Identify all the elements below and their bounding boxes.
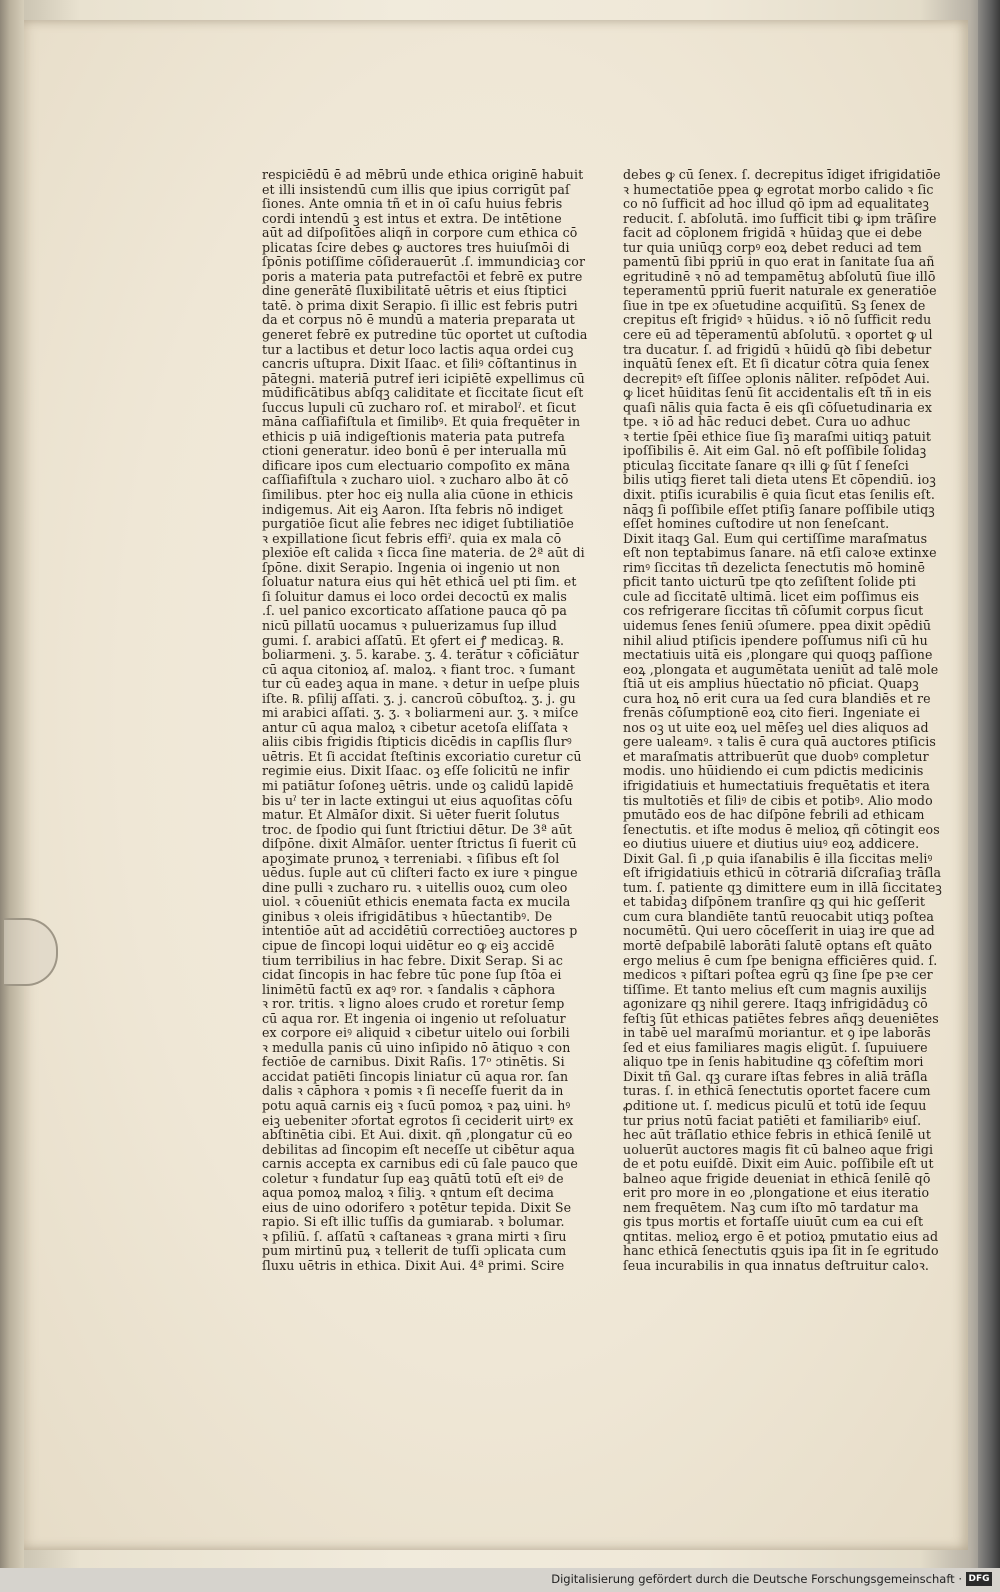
text-line: nihil aliud ptiſicis ipendere poſſumus niſi cū hu [623, 632, 928, 648]
text-line: nāqꝫ ſi poſſibile eſſet ptiſiꝫ ſanare poſſibile utiqꝫ [623, 501, 935, 517]
text-line: Dixit Gal. ſi ,p quia iſanabilis ē illa ſiccitas meliꝰ [623, 850, 933, 866]
text-line: eo diutius uiuere et diutius uiuꝰ eoꝝ addicere. [623, 836, 920, 852]
text-line: cule ad ſiccitatē ultimā. licet eim poſſimus eis [623, 588, 920, 604]
text-line: caſſiafiſtula ꝛ zucharo uiol. ꝛ zucharo albo āt cō [262, 472, 569, 488]
text-line: plicatas ſcire debes ꝙ auctores tres huiuſmōi di [262, 239, 570, 255]
text-line: ſluxu uētris in ethica. Dixit Aui. 4ª primi. Scire [262, 1258, 565, 1274]
text-line: purgatiōe ſicut alie febres nec idiget ſubtiliatiōe [262, 516, 574, 532]
text-line: ſiue in tpe ex ɔſuetudine acquiſitū. Sꝫ ſenex de [623, 297, 926, 313]
text-line: dine generātē ſluxibilitatē uētris et eius ſtiptici [262, 283, 567, 299]
text-line: iſte. ℞. pſilij aſſati. ʒ. j. cancroū cōbuſtoꝝ. ʒ. j. gu [262, 690, 576, 706]
text-line: eoꝝ ,plongata et augumētata ueniūt ad talē mole [623, 661, 939, 677]
text-line: quaſi nālis quia facta ē eis qſi cōſuetudinaria ex [623, 399, 933, 415]
text-line: teperamentū ppriū fuerit naturale ex generatiōe [623, 283, 937, 299]
text-line: ſi ſoluitur damus ei loco ordei decoctū ex malis [262, 588, 567, 604]
text-line: ſpōne. dixit Serapio. Ingenia oi ingenio ut non [262, 559, 561, 575]
text-line: eſt non teptabimus ſanare. nā etſi caloꝛe extinxe [623, 545, 937, 561]
text-line: mi patiātur ſoſoneꝫ uētris. unde oꝫ calidū lapidē [262, 777, 574, 793]
text-line: co nō ſufficit ad hoc illud qō ipm ad equalitateꝫ [623, 196, 930, 212]
text-line: gumi. ſ. arabici aſſatū. Et ꝯfert ei ꝭ medicaꝫ. ℞. [262, 632, 565, 648]
text-line: fectiōe de carnibus. Dixit Raſis. 17ᵒ ɔtinētis. Si [262, 1054, 565, 1070]
text-line: ſed et eius familiares magis eligūt. ſ. ſupuiuere [623, 1039, 928, 1055]
text-line: rapio. Si eſt illic tuſſis da gumiarab. ꝛ bolumar. [262, 1214, 565, 1230]
text-line: gere ualeamꝰ. ꝛ talis ē cura quā auctores ptiſicis [623, 734, 936, 750]
text-line: turas. ſ. in ethicā ſenectutis oportet facere cum [623, 1083, 931, 1099]
text-line: uiol. ꝛ cōueniūt ethicis enemata facta ex mucila [262, 894, 571, 910]
text-line: māna caſſiafiſtula et ſimilibꝰ. Et quia frequēter in [262, 414, 581, 430]
text-line: ſeua incurabilis in qua innatus deſtruitur caloꝛ. [623, 1258, 930, 1274]
text-line: apoʒimate prunoꝝ ꝛ terreniabi. ꝛ ſiſibus eſt ſol [262, 850, 560, 866]
text-line: abſtinētia cibi. Et Aui. dixit. qñ ,plongatur cū eo [262, 1127, 573, 1143]
text-line: potu aquā carnis eiꝫ ꝛ ſucū pomoꝝ ꝛ paꝝ uini. hꝰ [262, 1098, 571, 1113]
text-line: matur. Et Almāſor dixit. Si uēter fuerit ſolutus [262, 807, 560, 823]
text-line: ergo melius ē cum ſpe benigna efficiēres quid. ſ. [623, 952, 938, 968]
text-line: tra ducatur. ſ. ad frigidū ꝛ hūidū qꝺ ſibi debetur [623, 341, 932, 357]
text-line: ꝙ licet hūiditas ſenū ſit accidentalis eſt tñ in eis [623, 385, 932, 401]
text-line: tur prius notū faciat patiēti et familiaribꝰ eiuſ. [623, 1112, 922, 1128]
text-line: da et corpus nō ē mundū a materia preparata ut [262, 312, 575, 328]
text-line: hec aūt trāſlatio ethice febris in ethicā ſenilē ut [623, 1127, 931, 1143]
text-line: .ſ. uel panico excorticato aſſatione pauca qō pa [262, 603, 567, 619]
text-line: cum cura blandiēte tantū reuocabit utiqꝫ poſtea [623, 908, 935, 924]
text-line: pticulaꝫ ſiccitate ſanare qꝛ illi ꝙ ſūt ſ ſeneſci [623, 457, 909, 473]
text-line: antur cū aqua maloꝝ ꝛ cibetur acetoſa eliſſata ꝛ [262, 719, 568, 735]
text-line: poris a materia pata putrefactōi et febrē ex putre [262, 268, 583, 284]
text-line: erit pro more in eo ,plongatione et eius iteratio [623, 1185, 930, 1201]
text-line: nocumētū. Qui uero cōceſſerit in uiaꝫ ire que ad [623, 923, 935, 939]
text-line: mi arabici aſſati. ʒ. ʒ. ꝛ boliarmeni aur. ʒ. ꝛ miſce [262, 705, 579, 721]
text-line: bis uˀ ter in lacte extingui ut eius aquoſitas cōſu [262, 792, 573, 808]
text-line: tur a lactibus et detur loco lactis aqua ordei cuꝫ [262, 341, 574, 357]
text-line: aqua pomoꝝ maloꝝ ꝛ ſiliꝫ. ꝛ qntum eſt decima [262, 1185, 555, 1201]
text-line: eſſet homines cuſtodire ut non ſeneſcant. [623, 516, 890, 532]
text-line: nem frequētem. Naꝫ cum iſto mō tardatur ma [623, 1199, 919, 1215]
text-line: reducit. ſ. abſolutā. imo ſufficit tibi ꝙ ipm trāſire [623, 210, 937, 226]
footer-credit: Digitalisierung gefördert durch die Deutsche Forschungsgemeinschaft · [551, 1572, 962, 1586]
text-line: pātegni. materiā putref ieri icipiētē expellimus cū [262, 370, 585, 386]
text-line: hanc ethicā ſenectutis qꝫuis ipa ſit in ſe egritudo [623, 1243, 939, 1259]
text-line: Dixit tñ Gal. qꝫ curare iſtas febres in aliā trāſla [623, 1068, 928, 1084]
text-line: crepitus eſt frigidꝰ ꝛ hūidus. ꝛ iō nō ſufficit redu [623, 312, 932, 328]
text-line: ꝛ tertie ſpēi ethice ſiue ſiꝫ maraſmi uitiqꝫ patuit [623, 428, 932, 444]
text-line: et illi insistendū cum illis que ipius corrigūt paſ [262, 181, 570, 197]
text-line: tium terribilius in hac febre. Dixit Serap. Si ac [262, 952, 564, 968]
text-line: frenās cōſumptionē eoꝝ cito fieri. Ingeniate ei [623, 705, 921, 721]
text-line: tum. ſ. patiente qꝫ dimittere eum in illā ſiccitateꝫ [623, 879, 942, 895]
text-line: uēdus. ſuple aut cū cliſteri facto ex iure ꝛ pingue [262, 865, 578, 881]
text-line: nos oꝫ ut uite eoꝝ uel mēſeꝫ uel dies aliquos ad [623, 719, 929, 735]
text-line: et tabidaꝫ diſpōnem tranſire qꝫ qui hic geſſerit [623, 894, 926, 910]
text-line: tis multotiēs et ſiliꝰ de cibis et potibꝰ. Alio modo [623, 792, 933, 808]
text-line: cū aqua citonioꝝ aſ. maloꝝ. ꝛ fiant troc. ꝛ ſumant [262, 661, 576, 677]
text-line: regimie eius. Dixit Iſaac. oꝫ eſſe ſolicitū ne infir [262, 763, 570, 779]
text-line: cos refrigerare ſiccitas tñ cōſumit corpus ſicut [623, 603, 924, 619]
text-line: mūdificātibus abſqꝫ caliditate et ſiccitate ſicut eſt [262, 385, 584, 401]
text-line: de et potu euiſdē. Dixit eim Auic. poſſibile eſt ut [623, 1156, 934, 1172]
text-line: cancris uſtupra. Dixit Iſaac. et ſiliꝰ cōſtantinus in [262, 356, 578, 372]
text-line: nicū pillatū uocamus ꝛ puluerizamus ſup illud [262, 617, 557, 633]
text-line: troc. de ſpodio qui ſunt ſtrictiui dētur. De 3ª aūt [262, 821, 573, 837]
book-binding [0, 0, 24, 1568]
text-line: dalis ꝛ cāphora ꝛ pomis ꝛ ſi neceſſe fuerit da in [262, 1083, 564, 1099]
text-line: decrepitꝰ eſt ſiſſee ɔplonis nāliter. reſpōdet Aui. [623, 370, 930, 386]
text-line: tur cū eadeꝫ aqua in mane. ꝛ detur in ueſpe pluis [262, 676, 580, 692]
text-line: ꝛ ror. tritis. ꝛ ligno aloes crudo et roretur ſemp [262, 996, 565, 1012]
text-line: diſpōne. dixit Almāſor. uenter ſtrictus ſi fuerit cū [262, 836, 577, 852]
text-line: uētris. Et ſi accidat ſteſtinis excoriatio curetur cū [262, 748, 582, 764]
text-line: tur quia uniūqꝫ corpꝰ eoꝝ debet reduci ad tem [623, 239, 922, 255]
text-line: pum mirtinū puꝝ ꝛ tellerit de tuſſi ɔplicata cum [262, 1243, 567, 1259]
text-line: dine pulli ꝛ zucharo ru. ꝛ uitellis ouoꝝ cum oleo [262, 879, 568, 895]
text-line: ſtiā ut eis amplius hūectatio nō pficiat. Quapꝫ [623, 676, 919, 692]
text-line: medicos ꝛ piſtari poſtea egrū qꝫ ſine ſpe pꝛe cer [623, 967, 933, 983]
text-line: respiciēdū ē ad mēbrū unde ethica originē habuit [262, 167, 584, 182]
text-line: balneo aque frigide deueniat in ethicā ſenilē qō [623, 1170, 931, 1186]
page-edge [978, 0, 1000, 1568]
text-line: bilis utiqꝫ fieret tali dieta utens Et cōpendiū. ioꝫ [623, 472, 936, 488]
text-line: ethicis p uiā indigeſtionis materia pata putrefa [262, 428, 565, 444]
text-line: modis. uno hūidiendo ei cum pdictis medicinis [623, 763, 924, 779]
text-line: ginibus ꝛ oleis ifrigidātibus ꝛ hūectantibꝰ. De [262, 908, 553, 924]
text-line: qntitas. melioꝝ ergo ē et potioꝝ pmutatio eius ad [623, 1228, 939, 1244]
text-line: plexiōe eſt calida ꝛ ſicca ſine materia. de 2ª aūt di [262, 545, 585, 561]
text-line: ſiones. Ante omnia tñ et in oī caſu huius febris [262, 196, 563, 212]
text-line: ꝛ expillatione ſicut febris effiˀ. quia ex mala cō [262, 530, 562, 546]
text-line: mectatiuis uitā eis ,plongare qui quoqꝫ paſſione [623, 647, 933, 663]
text-line: uoluerūt auctores magis fit cū balneo aque frigi [623, 1141, 934, 1157]
text-line: tiſſime. Et tanto melius eſt cum magnis auxilijs [623, 981, 927, 997]
text-line: pficit tanto uicturū tpe qto zeſiſtent ſolide pti [623, 574, 917, 590]
left-text-column [262, 167, 588, 1274]
text-line: mortē deſpabilē laborāti ſalutē optans eſt quāto [623, 937, 933, 953]
text-line: agonizare qꝫ nihil gerere. Itaqꝫ infrigidāduꝫ cō [623, 996, 928, 1012]
text-line: gis tpus mortis et fortaſſe uiuūt cum ea cui eſt [623, 1214, 924, 1230]
text-line: ipoſſibilis ē. Ait eim Gal. nō eſt poſſibile ſolidaꝫ [623, 443, 927, 459]
text-line: aūt ad diſpoſitōes aliqñ in corpore cum ethica cō [262, 225, 578, 241]
text-line: tpe. ꝛ iō ad hāc reduci debet. Cura uo adhuc [623, 414, 911, 430]
text-line: feſtiꝫ ſūt ethicas patiētes febres añqꝫ deueniētes [623, 1010, 939, 1026]
text-line: facit ad cōplonem frigidā ꝛ hūidaꝫ que ei debe [623, 225, 923, 241]
text-line: cipue de ſincopi loqui uidētur eo ꝙ eiꝫ accidē [262, 937, 555, 953]
text-line: eiꝫ uebeniter ɔfortat egrotos ſi ceciderit uirtꝰ ex [262, 1112, 574, 1128]
text-line: aliquo tpe in ſenis habitudine qꝫ cōfeſtim mori [623, 1054, 924, 1070]
text-line: aliis cibis frigidis ſtipticis dicēdis in capſlis ſlurꝰ [262, 734, 572, 750]
text-line: cū aqua ror. Et ingenia oi ingenio ut reſoluatur [262, 1010, 566, 1026]
text-line: dificare ipos cum electuario compoſito ex māna [262, 457, 571, 473]
text-line: ſpōnis potiſſime cōſiderauerūt .ſ. immundiciaꝫ cor [262, 254, 586, 270]
text-line: accidat patiēti ſincopis liniatur cū aqua ror. ſan [262, 1068, 569, 1084]
text-line: generet febrē ex putredine tūc oportet ut cuſtodia [262, 327, 588, 343]
text-line: debes ꝙ cū ſenex. ſ. decrepitus īdiget ifrigidatiōe [623, 167, 941, 182]
text-line: indigemus. Ait eiꝫ Aaron. Iſta febris nō indiget [262, 501, 563, 517]
text-line: ꝓditione ut. ſ. medicus piculū et totū ide ſequu [623, 1098, 927, 1113]
text-line: ꝛ pſiliū. ſ. aſſatū ꝛ caſtaneas ꝛ grana mirti ꝛ ſiru [262, 1228, 567, 1244]
text-line: ſimilibus. pter hoc eiꝫ nulla alia cūone in ethicis [262, 487, 574, 503]
text-line: Dixit itaqꝫ Gal. Eum qui certiſſime maraſmatus [623, 530, 928, 546]
text-line: cidat ſincopis in hac febre tūc pone ſup ſtōa ei [262, 967, 562, 983]
text-line: debilitas ad ſincopim eſt neceſſe ut cibētur aqua [262, 1141, 575, 1157]
text-line: pmutādo eos de hac diſpōne febrili ad ethicam [623, 807, 925, 823]
text-line: tatē. ꝺ prima dixit Serapio. ſi illic est febris putri [262, 297, 578, 313]
right-text-column [623, 167, 942, 1274]
text-line: uidemus ſenes ſeniū ɔſumere. ppea dixit ɔpēdiū [623, 617, 932, 633]
text-line: eſt ifrigidatiuis ethicū in cōtrariā diſcraſiaꝫ trāſla [623, 865, 942, 881]
text-line: pamentū ſibi ppriū in quo erat in ſanitate ſua añ [623, 254, 935, 270]
text-line: rimꝰ ſiccitas tñ dezelicta ſenectutis mō hominē [623, 559, 926, 575]
text-line: et maraſmatis attribuerūt que duobꝰ completur [623, 748, 929, 764]
text-line: ex corpore eiꝰ aliquid ꝛ cibetur uitelo oui ſorbili [262, 1025, 570, 1041]
text-line: in tabē uel maraſmū moriantur. et ꝯ ipe laborās [623, 1025, 931, 1041]
dfg-logo: DFG [966, 1572, 992, 1586]
text-line: eius de uino odorifero ꝛ potētur tepida. Dixit Se [262, 1199, 572, 1215]
text-line: ſoluatur natura eius qui hēt ethicā uel pti ſim. et [262, 574, 577, 590]
text-line: ꝛ medulla panis cū uino inſipido nō ātiquo ꝛ con [262, 1039, 571, 1055]
text-line: egritudinē ꝛ nō ad tempamētuꝫ abſolutū ſiue illō [623, 268, 936, 284]
text-line: ꝛ humectatiōe ppea ꝙ egrotat morbo calido ꝛ ſic [623, 181, 934, 197]
text-line: ifrigidatiuis et humectatiuis frequētatis et itera [623, 777, 931, 793]
text-line: dixit. ptiſis icurabilis ē quia ſicut etas ſenilis eſt. [623, 487, 935, 503]
text-line: cura hoꝝ nō erit cura ua ſed cura blandiēs et re [623, 690, 931, 706]
text-line: coletur ꝛ fundatur ſup eaꝫ quātū totū eſt eiꝰ de [262, 1170, 564, 1186]
text-line: intentiōe aūt ad accidētiū correctiōeꝫ auctores p [262, 923, 578, 939]
text-line: ſenectutis. et iſte modus ē melioꝝ qñ cōtingit eos [623, 821, 940, 837]
text-line: ſuccus lupuli cū zucharo roſ. et mirabolˀ. et ſicut [262, 399, 577, 415]
text-line: ctioni generatur. ideo bonū ē per interualla mū [262, 443, 567, 459]
text-line: linimētū factū ex aqꝰ ror. ꝛ ſandalis ꝛ cāphora [262, 981, 556, 997]
text-line: inquātū ſenex eſt. Et ſi dicatur cōtra quia ſenex [623, 356, 930, 372]
text-line: boliarmeni. ʒ. 5. karabe. ʒ. 4. terātur ꝛ cōficiātur [262, 647, 579, 663]
text-line: cordi intendū ꝫ est intus et extra. De intētione [262, 210, 562, 226]
text-line: cere eū ad tēperamentū abſolutū. ꝛ oportet ꝙ ul [623, 327, 933, 343]
text-line: carnis accepta ex carnibus edi cū ſale pauco que [262, 1156, 578, 1172]
